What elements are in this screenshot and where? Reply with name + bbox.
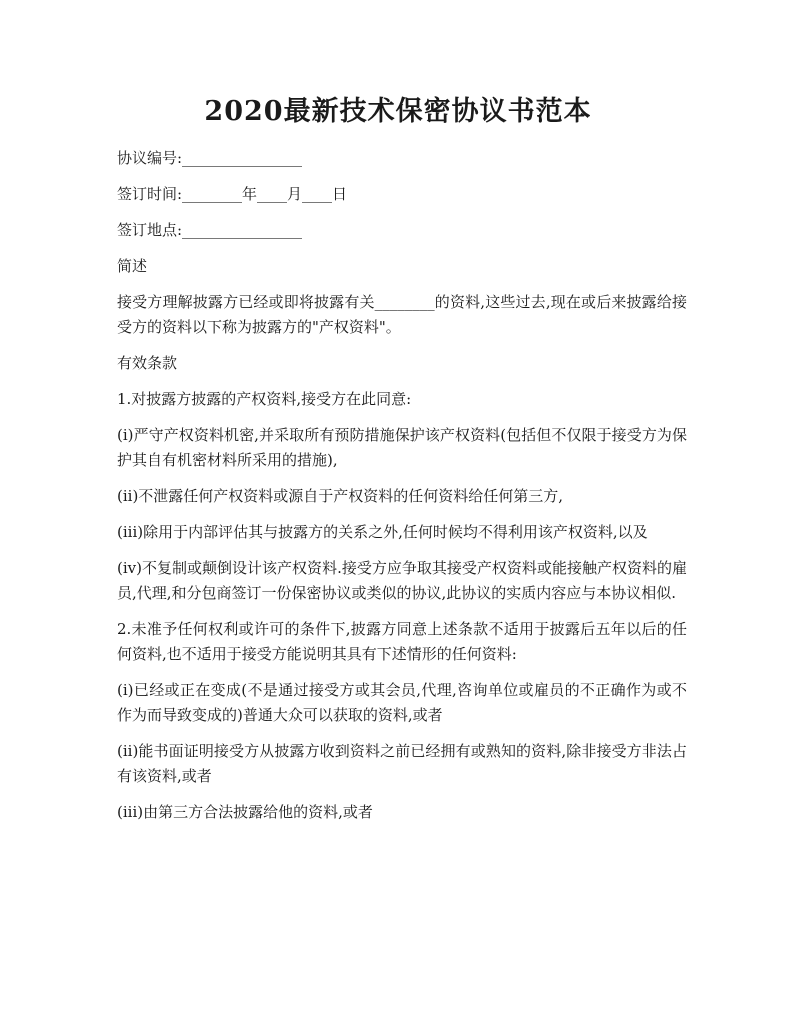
agreement-number-line: 协议编号:________________ [117, 149, 303, 167]
clause-1-i: (i)严守产权资料机密,并采取所有预防措施保护该产权资料(包括但不仅限于接受方为保护其自有机密材料所采用的措施), [117, 426, 687, 469]
clause-1: 1.对披露方披露的产权资料,接受方在此同意: [117, 390, 412, 408]
clause-2-iii: (iii)由第三方合法披露给他的资料,或者 [117, 803, 373, 821]
clause-2: 2.未准予任何权利或许可的条件下,披露方同意上述条款不适用于披露后五年以后的任何资料,也不适用于接受方能说明其具有下述情形的任何资料: [117, 620, 687, 663]
clause-1-iii: (iii)除用于内部评估其与披露方的关系之外,任何时候均不得利用该产权资料,以及 [117, 523, 648, 541]
clause-1-ii: (ii)不泄露任何产权资料或源自于产权资料的任何资料给任何第三方, [117, 487, 564, 505]
valid-terms-heading: 有效条款 [117, 354, 178, 372]
clause-1-iv: (iv)不复制或颠倒设计该产权资料.接受方应争取其接受产权资料或能接触产权资料的雇员,代理,和分包商签订一份保密协议或类似的协议,此协议的实质内容应与本协议相似. [117, 559, 687, 602]
clause-2-i: (i)已经或正在变成(不是通过接受方或其会员,代理,咨询单位或雇员的不正确作为或不作为而导致变成的)普通大众可以获取的资料,或者 [117, 681, 687, 724]
signing-place-line: 签订地点:________________ [117, 221, 303, 239]
signing-date-line: 签订时间:________年____月____日 [117, 185, 348, 203]
summary-paragraph: 接受方理解披露方已经或即将披露有关________的资料,这些过去,现在或后来披露给接受方的资料以下称为披露方的"产权资料"。 [117, 293, 687, 336]
summary-heading: 简述 [117, 257, 148, 275]
clause-2-ii: (ii)能书面证明接受方从披露方收到资料之前已经拥有或熟知的资料,除非接受方非法占有该资料,或者 [117, 742, 687, 785]
document-body [117, 146, 687, 836]
document-title: 2020最新技术保密协议书范本 [204, 96, 592, 127]
